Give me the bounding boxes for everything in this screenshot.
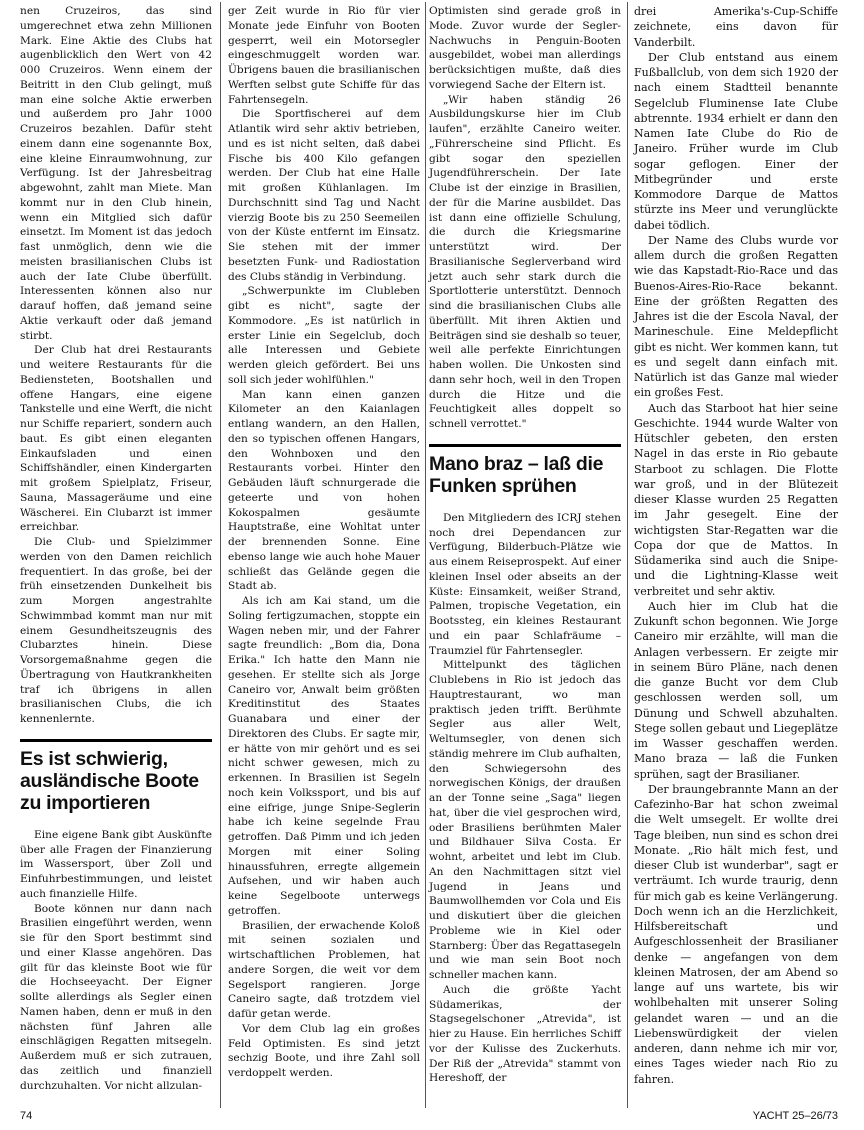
paragraph: Der braungebrannte Mann an der Cafezinho-Bar hat schon zweimal die Welt umsegelt. Er wollte drei Tage bleiben, nun sind es schon drei Monate. „Rio hält mich fest, und dieser Club ist wunderbar", sagt er verträumt. Ich wurde traurig, denn für mich gab es keine Verlängerung. Doch wenn ich an die Herzlichkeit, Hilfsbereitschaft und Aufgeschlossenheit der Brasilianer denke — angefangen von dem kleinen Matrosen, der am Abend so lange auf uns wartete, bis wir wohlbehalten mit unserer Soling gelandet waren — und an die Liebenswürdigkeit der vielen anderen, dann nehme ich mir vor, eines Tages wieder nach Rio zu fahren. <box>634 782 838 1086</box>
column-2 <box>228 4 420 1081</box>
paragraph: „Wir haben ständig 26 Ausbildungskurse hier im Club laufen", erzählte Caneiro weiter. „Führerscheine sind Pflicht. Es gibt sogar den speziellen Jugendführerschein. Der Iate Clube ist der einzige in Brasilien, der für die Marine ausbildet. Das ist dann eine offizielle Schulung, die durch die Kriegsmarine unterstützt wird. Der Brasilianische Seglerverband wird jetzt auch sehr stark durch die Sportlotterie unterstützt. Dennoch sind die brasilianischen Clubs alle überfüllt. Mit ihren Aktien und Beiträgen sind sie deshalb so teuer, weil alle perfekte Einrichtungen haben wollen. Die Unkosten sind dann sehr hoch, weil in den Tropen durch die Hitze und die Feuchtigkeit alles doppelt so schnell verrottet." <box>429 93 621 430</box>
paragraph: Auch die größte Yacht Südamerikas, der Stagsegelschoner „Atrevida", ist hier zu Hause. Ein herrliches Schiff vor der Kulisse des Zuckerhuts. Der Riß der „Atrevida" stammt von Hereshoff, der <box>429 983 621 1085</box>
column-rule <box>425 2 426 1108</box>
paragraph: nen Cruzeiros, das sind umgerechnet etwa zehn Millionen Mark. Eine Aktie des Clubs hat augenblicklich den Wert von 42 000 Cruzeiros. Wenn einem der Beitritt in den Club gelingt, muß man eine solche Aktie erwerben und außerdem pro Jahr 1000 Cruzeiros bezahlen. Dafür steht einem dann eine sogenannte Box, eine kleine Einraumwohnung, zur Verfügung. Ist der Jahresbeitrag abgewohnt, zahlt man Miete. Man kommt nur in den Club hinein, wenn ein Mitglied sich dafür einsetzt. Im Moment ist das jedoch fast unmöglich, denn wie die meisten brasilianischen Clubs ist auch der Iate Clube überfüllt. Interessenten können also nur darauf hoffen, daß jemand seine Aktie verkauft oder daß jemand stirbt. <box>20 5 212 342</box>
section-heading: Es ist schwierig, ausländische Boote zu importieren <box>20 739 212 814</box>
column-rule <box>220 2 221 1108</box>
page-number: 74 <box>20 1110 33 1122</box>
paragraph: Die Sportfischerei auf dem Atlantik wird sehr aktiv betrieben, und es ist nicht selten, daß dabei Fische bis 400 Kilo gefangen werden. Der Club hat eine Halle mit großen Kühlanlagen. Im Durchschnitt sind Tag und Nacht vierzig Boote bis zu 250 Seemeilen von der Küste entfernt im Einsatz. Sie stehen mit der immer besetzten Funk- und Radiostation des Clubs ständig in Verbindung. <box>228 108 420 283</box>
paragraph: Brasilien, der erwachende Koloß mit seinen sozialen und wirtschaftlichen Problemen, hat andere Sorgen, die weit vor dem Segelsport rangieren. Jorge Caneiro sagte, daß trotzdem viel dafür getan werde. <box>228 919 420 1020</box>
column-3 <box>429 4 621 1086</box>
column-rule <box>627 2 628 1108</box>
paragraph: Als ich am Kai stand, um die Soling fertigzumachen, stoppte ein Wagen neben mir, und der Fahrer sagte freundlich: „Bom dia, Dona Erika." Ich hatte den Mann nie gesehen. Er stellte sich als Jorge Caneiro vor, Anwalt beim größten Kreditinstitut des Staates Guanabara und einer der Direktoren des Clubs. Er sagte mir, er hätte von mir gehört und es sei nicht schwer gewesen, mich zu erkennen. In Brasilien ist Segeln noch kein Volkssport, und bis auf eine eifrige, junge Snipe-Seglerin habe ich keine segelnde Frau getroffen. Daß Pimm und ich jeden Morgen mit einer Soling hinaussfuhren, erregte allgemein Aufsehen, und wir haben auch keine Segelboote unterwegs getroffen. <box>228 595 420 917</box>
section-heading: Mano braz – laß die Funken sprühen <box>429 444 621 497</box>
paragraph: Mittelpunkt des täglichen Clublebens in Rio ist jedoch das Hauptrestaurant, wo man praktisch jeden trifft. Berühmte Segler aus aller Welt, Weltumsegler, von denen sich ständig mehrere im Club aufhalten, den Schwiegersohn des norwegischen Königs, der draußen an der Tonne seine „Saga" liegen hat, über die viel gesprochen wird, oder Brasiliens berühmten Maler und Bildhauer Silva Costa. Er wohnt, arbeitet und lebt im Club. An den Nachmittagen sitzt viel Jugend in Jeans und Baumwollhemden vor Cola und Eis und diskutiert über die gleichen Probleme wie in Kiel oder Starnberg: Über das Regattasegeln und wie man sein Boot noch schneller machen kann. <box>429 659 621 981</box>
column-4 <box>634 4 838 1087</box>
paragraph: Der Name des Clubs wurde vor allem durch die großen Regatten wie das Kapstadt-Rio-Race und das Buenos-Aires-Rio-Race bekannt. Eine der größten Regatten des Jahres ist die der Escola Naval, der Marineschule. Eine Meldepflicht gibt es nicht. Wer kommen kann, tut es und segelt dann einfach mit. Natürlich ist das Ganze mal wieder ein großes Fest. <box>634 233 838 400</box>
paragraph: Die Club- und Spielzimmer werden von den Damen reichlich frequentiert. In das große, bei der früh einsetzenden Dunkelheit bis zum Morgen angestrahlte Schwimmbad kommt man nur mit einem Gesundheitszeugnis des Clubarztes hinein. Diese Vorsorgemaßnahme gegen die Übertragung von Hautkrankheiten traf ich übrigens in allen brasilianischen Clubs, die ich kennenlernte. <box>20 536 212 725</box>
paragraph: Auch hier im Club hat die Zukunft schon begonnen. Wie Jorge Caneiro mir erzählte, will man die Anlagen verbessern. Er zeigte mir in seinem Büro Pläne, nach denen die ganze Bucht vor dem Club geschlossen werden soll, um Dünung und Schwell abzuhalten. Stege sollen gebaut und Liegeplätze im Wasser geschaffen werden. Mano braza — laß die Funken sprühen, sagt der Brasilianer. <box>634 599 838 781</box>
paragraph: Man kann einen ganzen Kilometer an den Kaianlagen entlang wandern, an den Hallen, den so typischen offenen Hangars, den Wohnboxen und den Restaurants vorbei. Hinter den Gebäuden läuft schnurgerade die geteerte und von hohen Kokospalmen gesäumte Hauptstraße, eine Wohltat unter der brennenden Sonne. Eine ebenso lange wie auch hohe Mauer schließt das Gelände gegen die Stadt ab. <box>228 388 420 593</box>
paragraph: Vor dem Club lag ein großes Feld Optimisten. Es sind jetzt sechzig Boote, und ihre Zahl soll verdoppelt werden. <box>228 1022 420 1079</box>
paragraph: ger Zeit wurde in Rio für vier Monate jede Einfuhr von Booten gesperrt, weil ein Motorsegler eingeschmuggelt worden war. Übrigens bauen die brasilianischen Werften selbst gute Schiffe für das Fahrtensegeln. <box>228 5 420 106</box>
paragraph: Der Club entstand aus einem Fußballclub, von dem sich 1920 der nach einem Stadtteil benannte Segelclub Fluminense Iate Clube abtrennte. 1934 erhielt er dann den Namen Iate Clube do Rio de Janeiro. Früher wurde im Club sogar geflogen. Einer der Mitbegründer und erste Kommodore Darque de Mattos stürzte ins Meer und verunglückte dabei tödlich. <box>634 50 838 232</box>
paragraph: Boote können nur dann nach Brasilien eingeführt werden, wenn sie für den Sport bestimmt sind und einer Klasse angehören. Das gilt für das kleinste Boot wie für die Hochseeyacht. Der Eigner sollte allerdings als Segler einen Namen haben, denn er muß in den nächsten fünf Jahren alle einschlägigen Regatten mitsegeln. Außerdem muß er sich zutrauen, das zeitlich und finanziell durchzuhalten. Vor nicht allzulan- <box>20 902 212 1092</box>
paragraph: Der Club hat drei Restaurants und weitere Restaurants für die Bediensteten, Bootshallen und offene Hangars, eine eigene Tankstelle und eine Werft, die nicht nur Schiffe repariert, sondern auch baut. Es gibt einen eleganten Einkaufsladen und einen Schiffshändler, einen Kindergarten mit großem Spielplatz, Friseur, Sauna, Massageräume und eine Wäscherei. Ein Clubarzt ist immer erreichbar. <box>20 344 212 534</box>
column-1 <box>20 4 212 1093</box>
paragraph: Auch das Starboot hat hier seine Geschichte. 1944 wurde Walter von Hütschler gebeten, den ersten Nagel in das erste in Rio gebaute Starboot zu schlagen. Die Flotte war groß, und in der Blütezeit dieser Klasse wurden 25 Regatten im Jahr gesegelt. Eine der wichtigsten Star-Regatten war die Copa dor que de Mattos. In Südamerika sind auch die Snipe- und die Lightning-Klasse weit verbreitet und sehr aktiv. <box>634 401 838 598</box>
paragraph: „Schwerpunkte im Clubleben gibt es nicht", sagte der Kommodore. „Es ist natürlich in erster Linie ein Segelclub, doch alle Interessen und Gebiete werden gleich gefördert. Bei uns soll sich jeder wohlfühlen." <box>228 285 420 386</box>
issue-label: YACHT 25–26/73 <box>752 1110 838 1122</box>
paragraph: drei Amerika's-Cup-Schiffe zeichnete, eins davon für Vanderbilt. <box>634 5 838 49</box>
paragraph: Optimisten sind gerade groß in Mode. Zuvor wurde der Segler-Nachwuchs in Penguin-Booten ausgebildet, wobei man allerdings berücksichtigen mußte, daß dies vorwiegend Sache der Eltern ist. <box>429 5 621 91</box>
paragraph: Eine eigene Bank gibt Auskünfte über alle Fragen der Finanzierung im Wassersport, über Zoll und Einfuhrbestimmungen, und leistet auch finanzielle Hilfe. <box>20 828 212 900</box>
paragraph: Den Mitgliedern des ICRJ stehen noch drei Dependancen zur Verfügung, Bilderbuch-Plätze wie aus einem Reiseprospekt. Auf einer kleinen Insel oder abseits an der Küste: Einsamkeit, weißer Strand, Palmen, tropische Vegetation, ein Bootssteg, ein kleines Restaurant und ein paar Schlafräume – Traumziel für Fahrtensegler. <box>429 511 621 657</box>
